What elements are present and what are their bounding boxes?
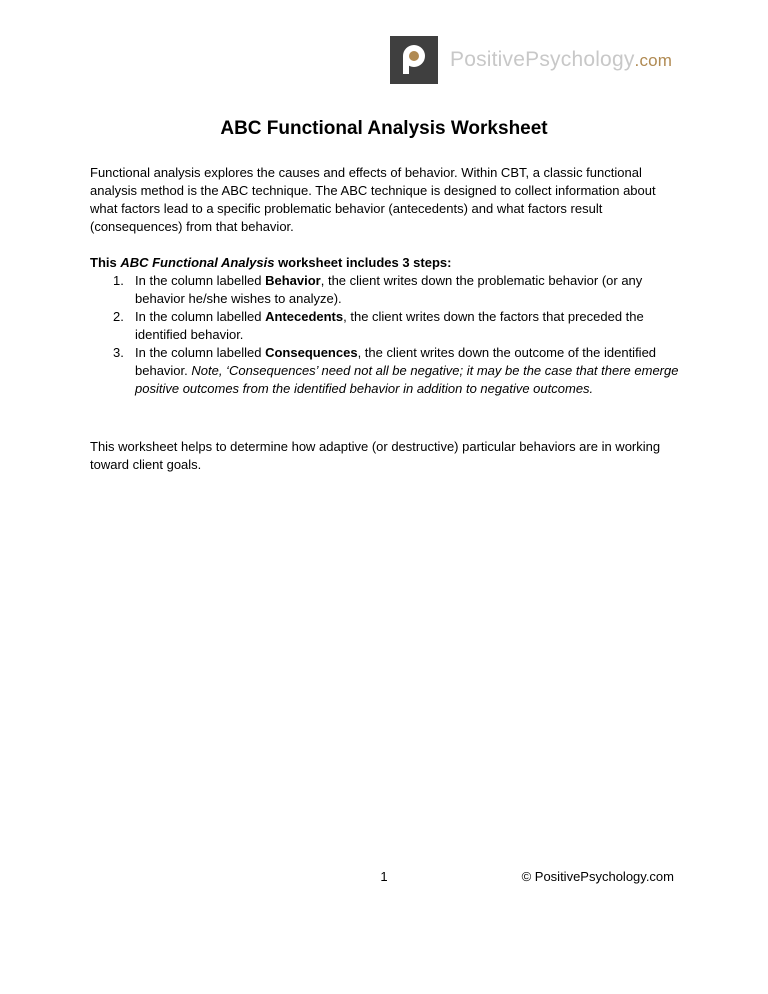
- steps-heading-prefix: This: [90, 255, 121, 270]
- logo-suffix: .com: [634, 50, 673, 70]
- step-number: 1.: [113, 273, 124, 288]
- step-keyword: Consequences: [265, 345, 358, 360]
- step-text: , the client writes down the factors that preceded the identified behavior.: [135, 309, 644, 342]
- steps-list: [90, 272, 680, 398]
- list-item: [90, 344, 680, 398]
- intro-paragraph: Functional analysis explores the causes and effects of behavior. Within CBT, a classic functional analysis method is the ABC technique. The ABC technique is designed to collect information about what factors lead to a specific problematic behavior (antecedents) and what factors result (consequences) from that behavior.: [90, 165, 656, 234]
- step-text: , the client writes down the outcome of the identified behavior.: [135, 345, 657, 378]
- step-number: 2.: [113, 309, 124, 324]
- page-title: ABC Functional Analysis Worksheet: [220, 118, 548, 139]
- steps-heading: [90, 254, 680, 272]
- step-keyword: Behavior: [265, 273, 321, 288]
- logo-p-icon: [390, 36, 438, 84]
- step-text: In the column labelled: [135, 309, 266, 324]
- steps-heading-italic: ABC Functional Analysis: [120, 255, 275, 270]
- step-number: 3.: [113, 345, 124, 360]
- step-text: In the column labelled: [135, 345, 266, 360]
- footer-copyright: © PositivePsychology.com: [521, 869, 674, 884]
- logo-wordmark: [450, 36, 672, 85]
- positivepsychology-logo: [390, 36, 672, 84]
- steps-heading-suffix: worksheet includes 3 steps:: [274, 255, 452, 270]
- step-text: , the client writes down the problematic behavior (or any behavior he/she wishes to analyze).: [135, 273, 643, 306]
- step-note: Note, ‘Consequences’ need not all be negative; it may be the case that there emerge positive outcomes from the identified behavior in addition to negative outcomes.: [135, 363, 679, 396]
- page-number: 1: [380, 869, 388, 884]
- step-text: In the column labelled: [135, 273, 266, 288]
- list-item: [90, 272, 680, 308]
- list-item: [90, 308, 680, 344]
- logo-name: PositivePsychology: [450, 47, 635, 71]
- closing-paragraph: This worksheet helps to determine how adaptive (or destructive) particular behaviors are in working toward client goals.: [90, 439, 661, 472]
- step-keyword: Antecedents: [265, 309, 344, 324]
